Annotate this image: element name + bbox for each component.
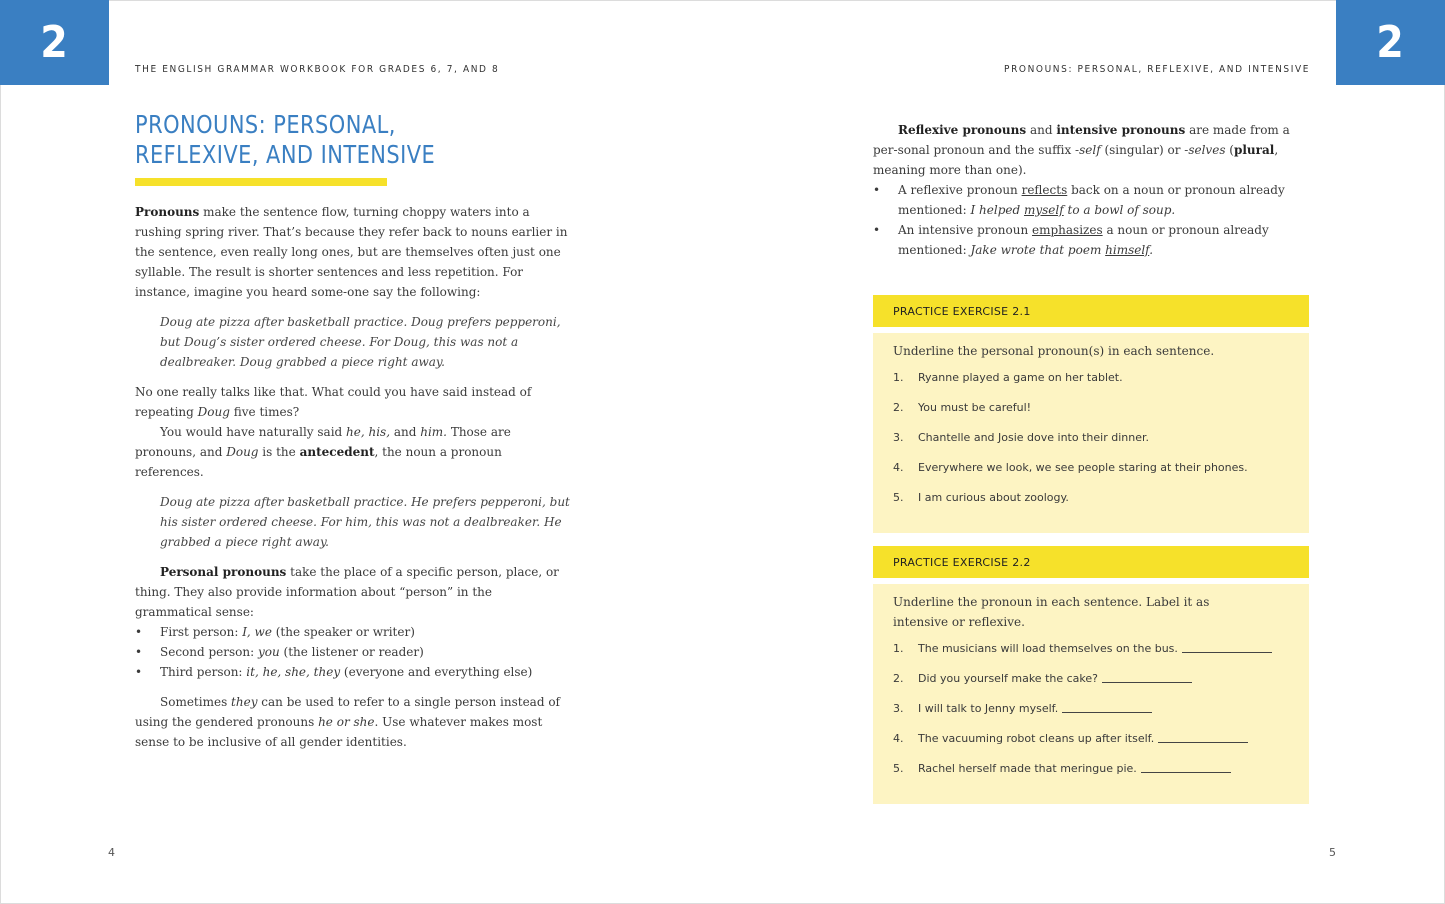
title-highlight-bar bbox=[135, 178, 387, 186]
page-number-right: 5 bbox=[1329, 846, 1336, 859]
bullet-text: First person: bbox=[160, 625, 243, 639]
answer-blank[interactable] bbox=[1102, 672, 1192, 683]
underlined-emphasizes: emphasizes bbox=[1032, 223, 1103, 237]
bullet-example: . bbox=[1149, 243, 1154, 257]
right-page-content bbox=[873, 120, 1309, 260]
practice-exercise-2-2 bbox=[873, 546, 1309, 804]
item-sentence: Chantelle and Josie dove into their dinner. bbox=[918, 431, 1149, 444]
example-quote-2: Doug ate pizza after basketball practice. He prefers pepperoni, but his sister ordered cheese. For him, this was not a dealbreaker. He grabbed a piece right away. bbox=[160, 495, 570, 549]
list-item bbox=[873, 180, 1309, 220]
item-number: 1. bbox=[893, 371, 904, 384]
term-plural: plural bbox=[1233, 143, 1275, 157]
term-intensive-pronouns: intensive pronouns bbox=[1056, 123, 1186, 137]
paragraph-text: Those are pronouns, and bbox=[135, 425, 511, 459]
exercise-list bbox=[893, 642, 1289, 792]
bullet-italic: you bbox=[257, 645, 280, 659]
running-head-right: PRONOUNS: PERSONAL, REFLEXIVE, AND INTENSIVE bbox=[1004, 64, 1310, 75]
exercise-item bbox=[893, 401, 1289, 431]
bullet-example: to a bowl of soup. bbox=[1063, 203, 1176, 217]
exercise-header: PRACTICE EXERCISE 2.1 bbox=[873, 295, 1309, 327]
exercise-item bbox=[893, 672, 1289, 702]
answer-blank[interactable] bbox=[1158, 732, 1248, 743]
exercise-item bbox=[893, 431, 1289, 461]
bullet-text: Second person: bbox=[160, 645, 258, 659]
paragraph-text: is the bbox=[258, 445, 300, 459]
item-number: 4. bbox=[893, 732, 904, 745]
bullet-text: (the speaker or writer) bbox=[271, 625, 415, 639]
item-sentence: You must be careful! bbox=[918, 401, 1032, 414]
italic-they: they bbox=[231, 695, 258, 709]
paragraph-text: (singular) or bbox=[1100, 143, 1185, 157]
paragraph-intro bbox=[135, 202, 571, 302]
exercise-item bbox=[893, 762, 1289, 792]
item-sentence: Did you yourself make the cake? bbox=[918, 672, 1098, 685]
bullet-text: Third person: bbox=[160, 665, 247, 679]
paragraph-they bbox=[135, 692, 571, 752]
item-sentence: Rachel herself made that meringue pie. bbox=[918, 762, 1137, 775]
exercise-item bbox=[893, 461, 1289, 491]
paragraph-text: take the place of a specific person, place, or thing. They also provide information about “person” in the grammatical sense: bbox=[135, 565, 559, 619]
bullet-example: Jake wrote that poem bbox=[970, 243, 1106, 257]
italic-pronouns: he, his, bbox=[346, 425, 391, 439]
practice-exercise-2-1 bbox=[873, 295, 1309, 533]
person-bullet-list bbox=[135, 622, 571, 682]
exercise-item bbox=[893, 491, 1289, 521]
list-item bbox=[135, 662, 571, 682]
running-head-left: THE ENGLISH GRAMMAR WORKBOOK FOR GRADES 6, 7, AND 8 bbox=[135, 64, 500, 75]
paragraph-personal-pronouns bbox=[135, 562, 571, 622]
list-item bbox=[135, 622, 571, 642]
paragraph-text: You would have naturally said bbox=[160, 425, 347, 439]
left-body bbox=[135, 202, 571, 752]
exercise-body bbox=[873, 333, 1309, 533]
item-sentence: Everywhere we look, we see people staring at their phones. bbox=[918, 461, 1248, 474]
exercise-item bbox=[893, 371, 1289, 401]
chapter-tab-right: 2 bbox=[1336, 0, 1445, 85]
item-number: 3. bbox=[893, 431, 904, 444]
answer-blank[interactable] bbox=[1182, 642, 1272, 653]
item-number: 3. bbox=[893, 702, 904, 715]
exercise-header: PRACTICE EXERCISE 2.2 bbox=[873, 546, 1309, 578]
item-number: 2. bbox=[893, 672, 904, 685]
paragraph-text: No one really talks like that. What could you have said instead of repeating bbox=[135, 385, 532, 419]
italic-doug: Doug bbox=[226, 445, 259, 459]
bullet-text: (everyone and everything else) bbox=[340, 665, 533, 679]
exercise-instruction: Underline the personal pronoun(s) in each sentence. bbox=[893, 344, 1215, 358]
exercise-item bbox=[893, 642, 1289, 672]
item-number: 1. bbox=[893, 642, 904, 655]
paragraph-text: , meaning more than one). bbox=[873, 143, 1279, 177]
underlined-himself: himself bbox=[1105, 243, 1150, 257]
answer-blank[interactable] bbox=[1062, 702, 1152, 713]
bullet-italic: I, we bbox=[242, 625, 272, 639]
bullet-italic: it, he, she, they bbox=[246, 665, 341, 679]
item-sentence: Ryanne played a game on her tablet. bbox=[918, 371, 1123, 384]
bullet-text: a noun or pronoun already mentioned: bbox=[898, 223, 1269, 257]
item-sentence: I will talk to Jenny myself. bbox=[918, 702, 1059, 715]
pronoun-type-bullets bbox=[873, 180, 1309, 260]
term-personal-pronouns: Personal pronouns bbox=[160, 565, 287, 579]
item-number: 5. bbox=[893, 762, 904, 775]
underlined-reflects: reflects bbox=[1021, 183, 1068, 197]
item-number: 5. bbox=[893, 491, 904, 504]
paragraph-text: . Use whatever makes most sense to be inclusive of all gender identities. bbox=[135, 715, 543, 749]
item-number: 4. bbox=[893, 461, 904, 474]
paragraph-text: and bbox=[390, 425, 421, 439]
item-sentence: I am curious about zoology. bbox=[918, 491, 1069, 504]
item-sentence: The musicians will load themselves on the bus. bbox=[918, 642, 1178, 655]
exercise-body bbox=[873, 584, 1309, 804]
title-line-2: REFLEXIVE, AND INTENSIVE bbox=[135, 140, 436, 169]
exercise-item bbox=[893, 702, 1289, 732]
italic-him: him. bbox=[420, 425, 447, 439]
page-title bbox=[135, 110, 540, 170]
chapter-tab-left: 2 bbox=[0, 0, 109, 85]
paragraph-text: Sometimes bbox=[160, 695, 232, 709]
page-number-left: 4 bbox=[108, 846, 115, 859]
exercise-item bbox=[893, 732, 1289, 762]
bullet-text: back on a noun or pronoun already mentioned: bbox=[898, 183, 1285, 217]
italic-doug: Doug bbox=[197, 405, 230, 419]
paragraph-reflexive-intensive bbox=[873, 120, 1309, 180]
paragraph-question bbox=[135, 382, 571, 422]
italic-selves: -selves bbox=[1184, 143, 1226, 157]
paragraph-text: , the noun a pronoun references. bbox=[135, 445, 502, 479]
paragraph-answer bbox=[135, 422, 571, 482]
term-reflexive-pronouns: Reflexive pronouns bbox=[898, 123, 1027, 137]
bullet-text: (the listener or reader) bbox=[279, 645, 424, 659]
left-page-content bbox=[135, 110, 571, 752]
list-item bbox=[873, 220, 1309, 260]
example-quote-1: Doug ate pizza after basketball practice. Doug prefers pepperoni, but Doug’s sister ordered cheese. For Doug, this was not a dealbreaker. Doug grabbed a piece right away. bbox=[160, 315, 561, 369]
paragraph-text: ( bbox=[1225, 143, 1234, 157]
term-antecedent: antecedent bbox=[299, 445, 375, 459]
paragraph-text: are made from a per-sonal pronoun and the suffix bbox=[873, 123, 1290, 157]
exercise-list bbox=[893, 371, 1289, 521]
answer-blank[interactable] bbox=[1141, 762, 1231, 773]
underlined-myself: myself bbox=[1023, 203, 1064, 217]
term-pronouns: Pronouns bbox=[135, 205, 200, 219]
paragraph-text: can be used to refer to a single person instead of using the gendered pronouns bbox=[135, 695, 560, 729]
title-line-1: PRONOUNS: PERSONAL, bbox=[135, 110, 396, 139]
exercise-instruction: Underline the pronoun in each sentence. Label it as intensive or reflexive. bbox=[893, 595, 1210, 629]
item-sentence: The vacuuming robot cleans up after itself. bbox=[918, 732, 1155, 745]
paragraph-text: make the sentence flow, turning choppy waters into a rushing spring river. That’s because they refer back to nouns earlier in the sentence, even really long ones, but are themselves often just one syllable. The result is shorter sentences and less repetition. For instance, imagine you heard some-one say the following: bbox=[135, 205, 568, 299]
paragraph-text: and bbox=[1026, 123, 1057, 137]
list-item bbox=[135, 642, 571, 662]
bullet-text: An intensive pronoun bbox=[898, 223, 1032, 237]
item-number: 2. bbox=[893, 401, 904, 414]
paragraph-text: five times? bbox=[229, 405, 300, 419]
bullet-text: A reflexive pronoun bbox=[898, 183, 1022, 197]
bullet-example: I helped bbox=[970, 203, 1024, 217]
italic-self: -self bbox=[1075, 143, 1101, 157]
italic-he-or-she: he or she bbox=[318, 715, 375, 729]
